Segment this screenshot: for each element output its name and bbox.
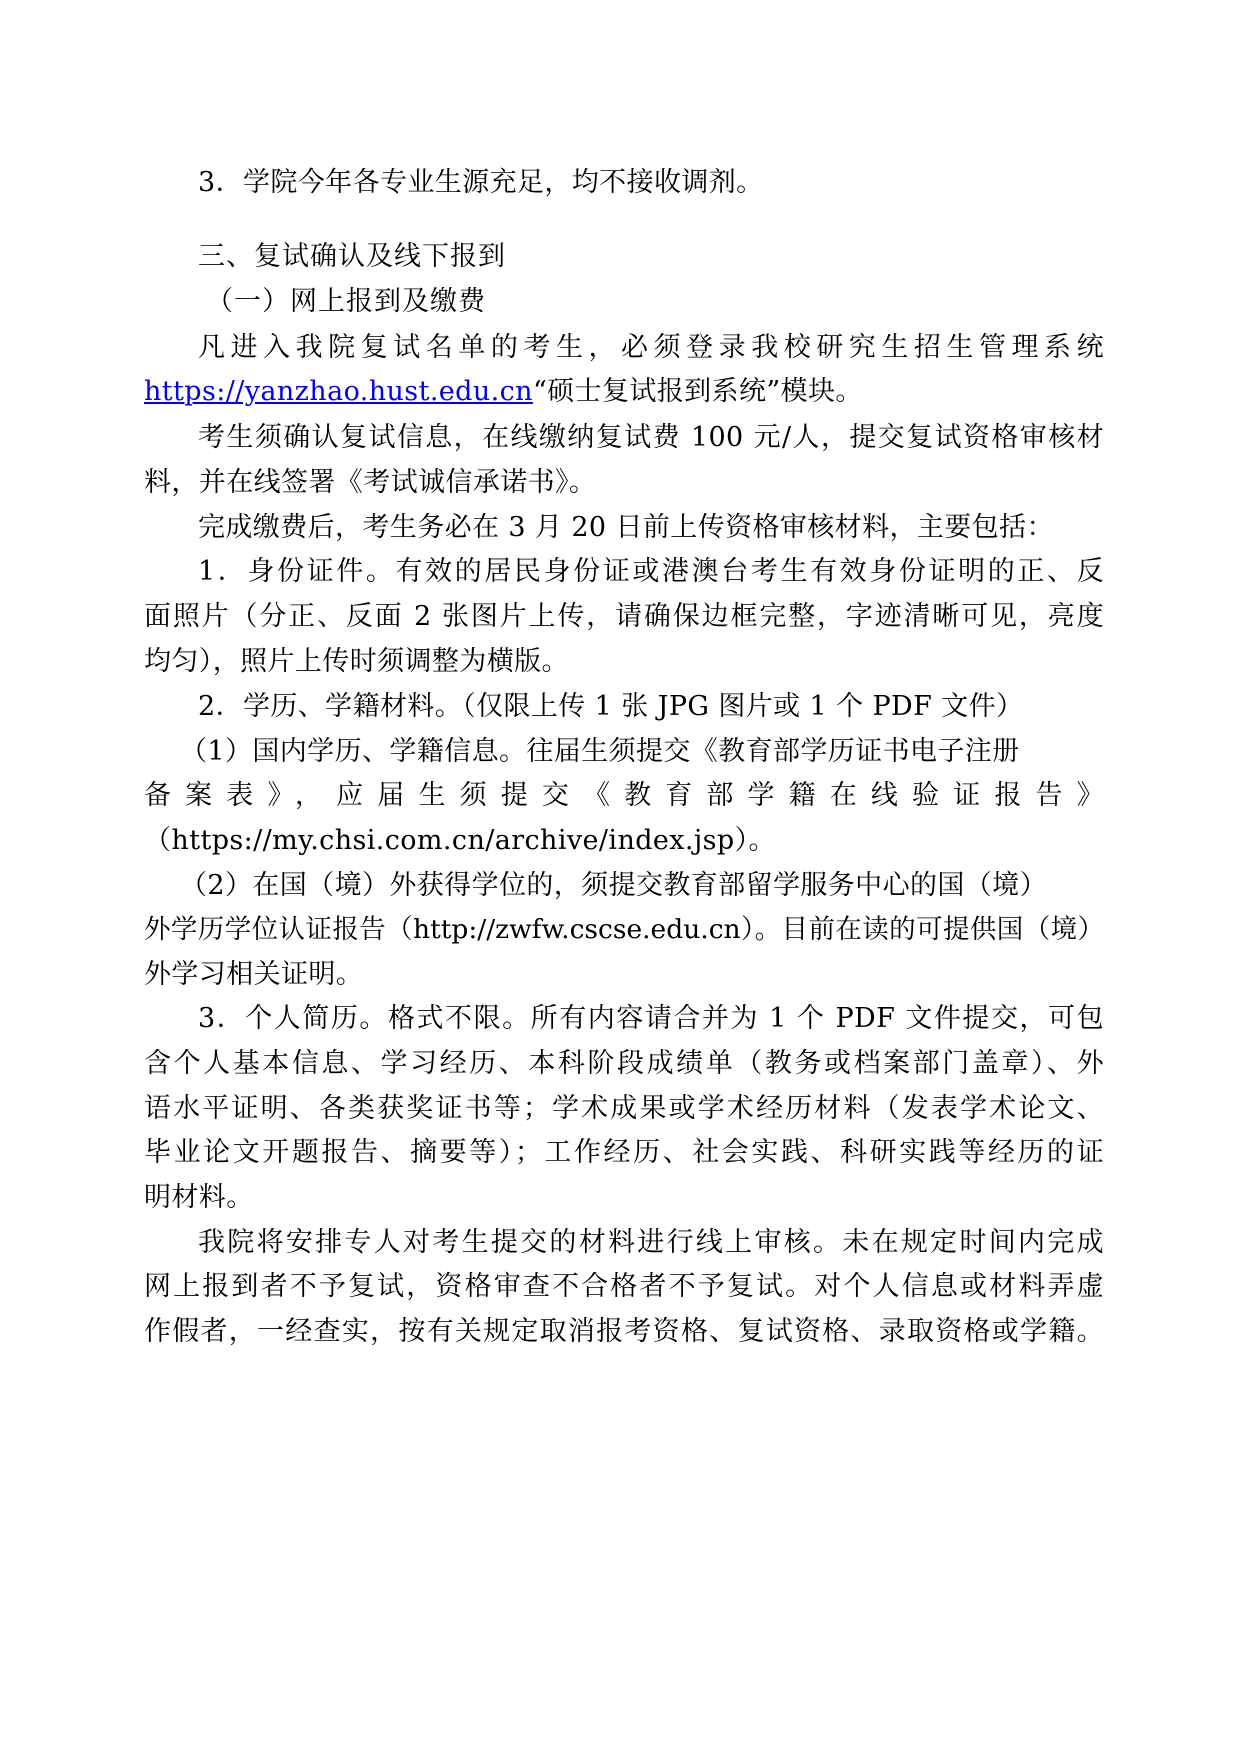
resume-paragraph-line-4: 毕业论文开题报告、摘要等）；工作经历、社会实践、科研实践等经历的证: [144, 1137, 1104, 1168]
resume-paragraph-line-1: 3．个人简历。格式不限。所有内容请合并为 1 个 PDF 文件提交，可包: [198, 1003, 1104, 1034]
abroad-paragraph-line-2: 外学历学位认证报告（http://zwfw.cscse.edu.cn）。目前在读的可提供国（境）: [144, 914, 1104, 945]
abroad-paragraph-line-1: （2）在国（境）外获得学位的，须提交教育部留学服务中心的国（境）: [180, 870, 1047, 901]
resume-paragraph-line-2: 含个人基本信息、学习经历、本科阶段成绩单（教务或档案部门盖章）、外: [144, 1048, 1104, 1079]
login-paragraph-line-2: [144, 374, 1104, 410]
domestic-paragraph-line-2: 备案表》，应届生须提交《教育部学籍在线验证报告》: [144, 780, 1104, 811]
confirm-paragraph-line-2: 料，并在线签署《考试诚信承诺书》。: [144, 467, 597, 498]
id-paragraph-line-1: 1．身份证件。有效的居民身份证或港澳台考生有效身份证明的正、反: [198, 556, 1104, 587]
domestic-paragraph-line-1: （1）国内学历、学籍信息。往届生须提交《教育部学历证书电子注册: [180, 736, 1020, 767]
upload-intro: 完成缴费后，考生务必在 3 月 20 日前上传资格审核材料，主要包括：: [198, 512, 1054, 543]
login-paragraph-line-1: 凡进入我院复试名单的考生，必须登录我校研究生招生管理系统: [198, 332, 1104, 363]
item-3-no-adjustment: 3．学院今年各专业生源充足，均不接收调剂。: [198, 167, 764, 198]
id-paragraph-line-2: 面照片（分正、反面 2 张图片上传，请确保边框完整，字迹清晰可见，亮度: [144, 601, 1104, 632]
login-paragraph-rest: “硕士复试报到系统”模块。: [532, 376, 863, 407]
review-paragraph-line-2: 网上报到者不予复试，资格审查不合格者不予复试。对个人信息或材料弄虚: [144, 1271, 1104, 1302]
subsection-heading: （一）网上报到及缴费: [206, 286, 486, 317]
id-paragraph-line-3: 均匀），照片上传时须调整为横版。: [144, 646, 569, 677]
resume-paragraph-line-5: 明材料。: [144, 1182, 254, 1213]
yanzhao-link[interactable]: https://yanzhao.hust.edu.cn: [144, 376, 533, 407]
section-heading: 三、复试确认及线下报到: [198, 241, 506, 272]
education-paragraph-line-1: 2．学历、学籍材料。（仅限上传 1 张 JPG 图片或 1 个 PDF 文件）: [198, 691, 1024, 722]
abroad-paragraph-line-3: 外学习相关证明。: [144, 959, 364, 990]
review-paragraph-line-3: 作假者，一经查实，按有关规定取消报考资格、复试资格、录取资格或学籍。: [144, 1316, 1104, 1347]
domestic-paragraph-line-3: （https://my.chsi.com.cn/archive/index.jsp）。: [144, 825, 776, 856]
resume-paragraph-line-3: 语水平证明、各类获奖证书等；学术成果或学术经历材料（发表学术论文、: [144, 1093, 1104, 1124]
confirm-paragraph-line-1: 考生须确认复试信息，在线缴纳复试费 100 元/人，提交复试资格审核材: [198, 422, 1104, 453]
review-paragraph-line-1: 我院将安排专人对考生提交的材料进行线上审核。未在规定时间内完成: [198, 1227, 1104, 1258]
